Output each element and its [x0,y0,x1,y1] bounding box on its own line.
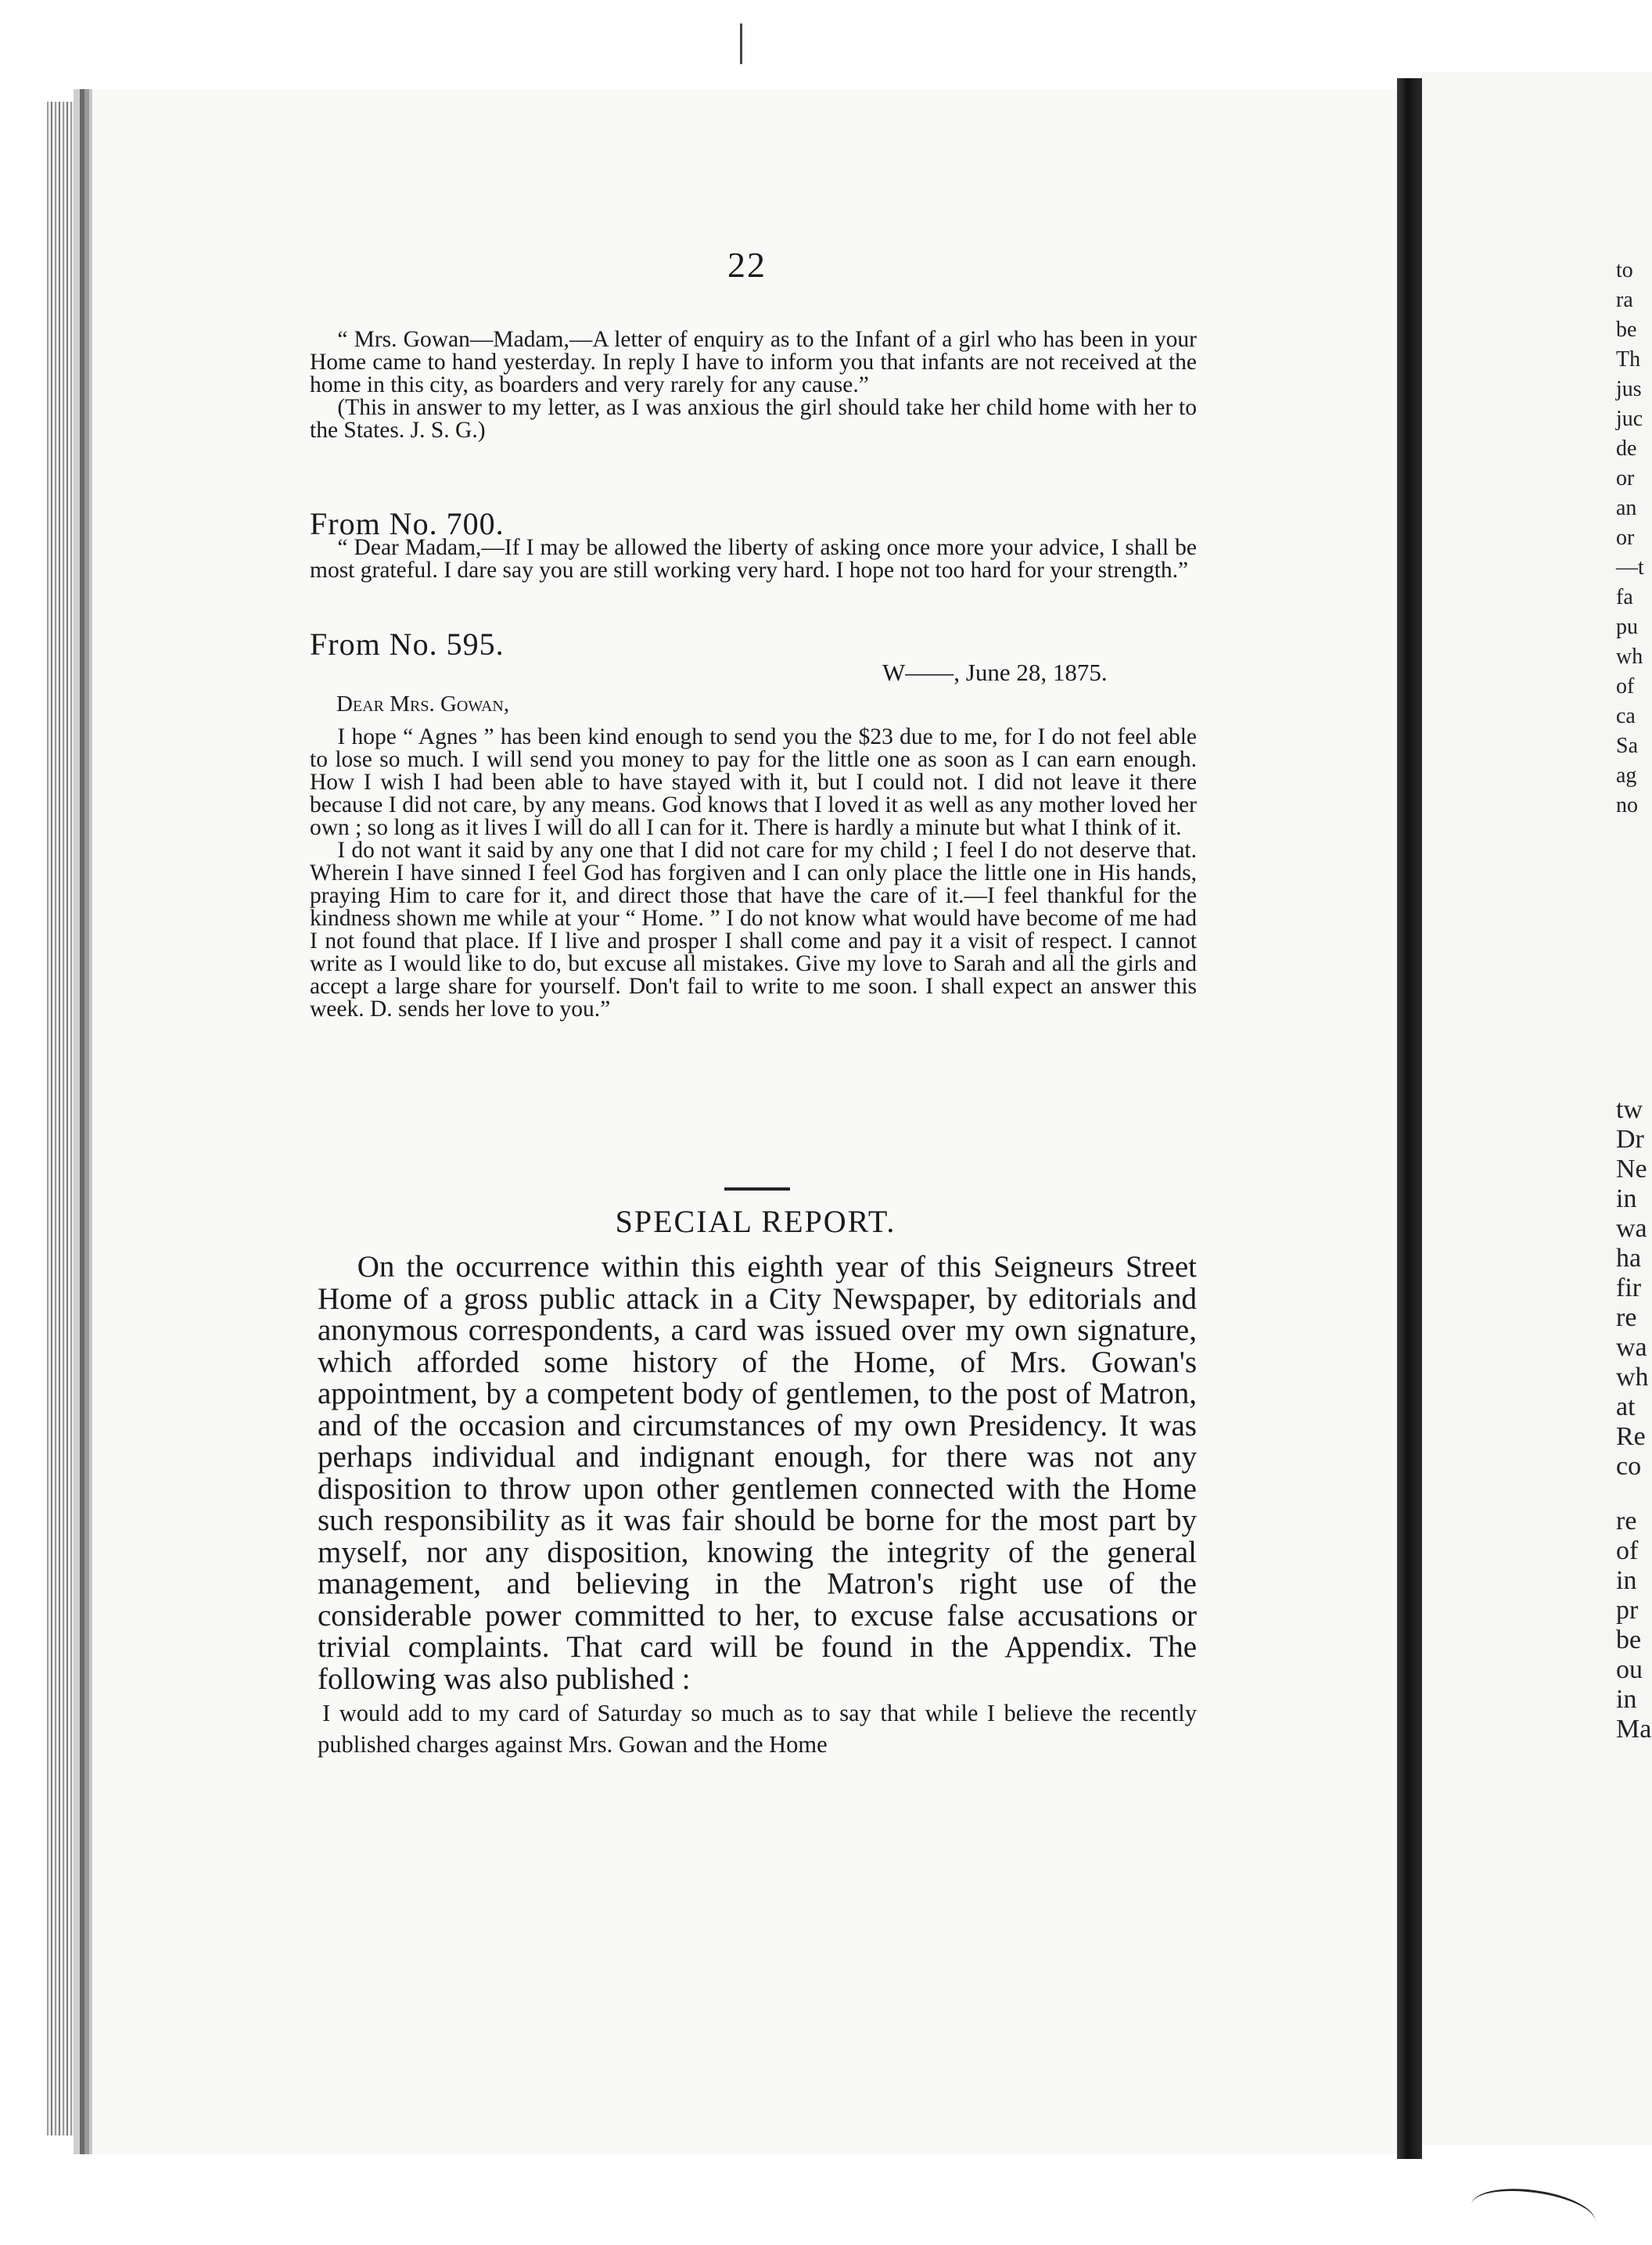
letter-595-date: W——, June 28, 1875. [882,659,1108,686]
right-page-fragment: or [1616,526,1635,550]
right-page-fragment: Ne [1616,1155,1647,1184]
right-page-fragment: to [1616,258,1633,282]
right-page-fragment: be [1616,318,1637,342]
right-page-fragment: an [1616,496,1637,520]
right-page-fragment: re [1616,1507,1637,1536]
letter-595-salutation: Dear Mrs. Gowan, [336,691,510,717]
right-page-fragment: wh [1616,1363,1649,1392]
right-page-fragment: ag [1616,763,1637,788]
right-page-fragment: of [1616,1536,1639,1565]
right-page-fragment: pr [1616,1596,1639,1625]
right-page-fragment: of [1616,674,1635,699]
letter-595-paragraph-2: I do not want it said by any one that I did not care for my child ; I feel I do not deserve that. Wherein I have sinned I feel God has forgiven and I can only place the little one in His hands, praying Him to care for it, and direct those that have the care of it.—I feel thankful for the kindness shown me while at your “ Home. ” I do not know what would have become of me had I not found that place. If I live and prosper I shall come and pay it a visit of respect. I cannot write as I would like to do, but excuse all mistakes. Give my love to Sarah and all the girls and accept a large share for yourself. Don't fail to write to me soon. I shall expect an answer this week. D. sends her love to you.” [310,838,1197,1022]
book-gutter [1397,78,1422,2159]
right-page-fragment: de [1616,436,1637,461]
right-page-fragment: wa [1616,1333,1647,1362]
page-number: 22 [727,245,767,285]
heading-from-595: From No. 595. [310,627,505,662]
right-page-fragment: ha [1616,1244,1642,1273]
special-report-paragraph: On the occurrence within this eighth year of this Seigneurs Street Home of a gross public attack in a City Newspaper, by editorials and anonymous correspondents, a card was issued over my own signature, which afforded some history of the Home, of Mrs. Gowan's appointment, by a competent body of gentlemen, to the post of Matron, and of the occasion and circumstances of my own Presidency. It was perhaps individual and indignant enough, for there was not any disposition to throw upon other gentlemen connected with the Home such responsibility as it was fair should be borne for the most part by myself, nor any disposition, knowing the integrity of the general management, and believing in the Matron's right use of the considerable power committed to her, to excuse false accusations or trivial complaints. That card will be found in the Appendix. The following was also published : [318,1250,1197,1696]
right-page-fragment: —t [1616,555,1644,580]
right-page-fragment: no [1616,793,1638,817]
page-curl [1468,2182,1599,2245]
right-page-fragment: or [1616,466,1635,490]
right-page-fragment: jus [1616,377,1642,401]
first-letter-note: (This in answer to my letter, as I was anxious the girl should take her child home with her to the States. J. S. G.) [310,395,1197,443]
letter-700-text: “ Dear Madam,—If I may be allowed the liberty of asking once more your advice, I shall be most grateful. I dare say you are still working very hard. I hope not too hard for your strength.” [310,535,1197,583]
special-report-title: SPECIAL REPORT. [615,1204,896,1239]
scan-mark [740,23,742,64]
right-page-fragment: pu [1616,615,1638,639]
right-page-fragment: fa [1616,585,1633,609]
right-page-fragment: be [1616,1625,1642,1654]
right-page-fragment: wh [1616,645,1643,669]
first-letter-quote: “ Mrs. Gowan—Madam,—A letter of enquiry as to the Infant of a girl who has been in your Home came to hand yesterday. In reply I have to inform you that infants are not received at the home in this city, as boarders and very rarely for any cause.” [310,327,1197,397]
right-page-fragment: in [1616,1566,1637,1595]
letter-700 [310,537,1197,582]
special-report-body [318,1252,1197,1695]
right-page-fragment: in [1616,1685,1637,1714]
right-page-fragment: Sa [1616,734,1638,758]
letter-595-paragraph-1: I hope “ Agnes ” has been kind enough to send you the $23 due to me, for I do not feel able to lose so much. I will send you money to pay for the little one as soon as I can earn enough. How I wish I had been able to have stayed with it, but I could not. I did not leave it there because I did not care, by any means. God knows that I loved it as well as any mother loved her own ; so long as it lives I will do all I can for it. There is hardly a minute but what I think of it. [310,724,1197,840]
right-page-fragment: in [1616,1184,1637,1213]
right-page-fragment: ou [1616,1655,1643,1684]
right-page-fragment: wa [1616,1214,1647,1243]
heading-from-700: From No. 700. [310,506,505,541]
right-page-fragment: fir [1616,1273,1642,1302]
first-letter [310,329,1197,442]
right-page-fragment: at [1616,1392,1636,1421]
right-page [1422,72,1652,2145]
right-page-fragment: tw [1616,1095,1643,1124]
right-page-fragment: Th [1616,347,1641,372]
special-report-quote [318,1697,1197,1760]
section-divider [724,1187,790,1191]
right-page-fragment: Dr [1616,1125,1644,1154]
right-page-fragment: co [1616,1452,1642,1481]
right-page-fragment: Re [1616,1422,1646,1451]
right-page-fragment: Ma [1616,1715,1652,1744]
special-report-quoted-text: I would add to my card of Saturday so much as to say that while I believe the recently published charges against Mrs. Gowan and the Home [318,1700,1197,1758]
right-page-fragment: juc [1616,407,1643,431]
right-page-fragment: re [1616,1303,1637,1332]
right-page-fragment: ra [1616,288,1633,312]
right-page-fragment: ca [1616,704,1636,728]
letter-595-body [310,726,1197,1021]
